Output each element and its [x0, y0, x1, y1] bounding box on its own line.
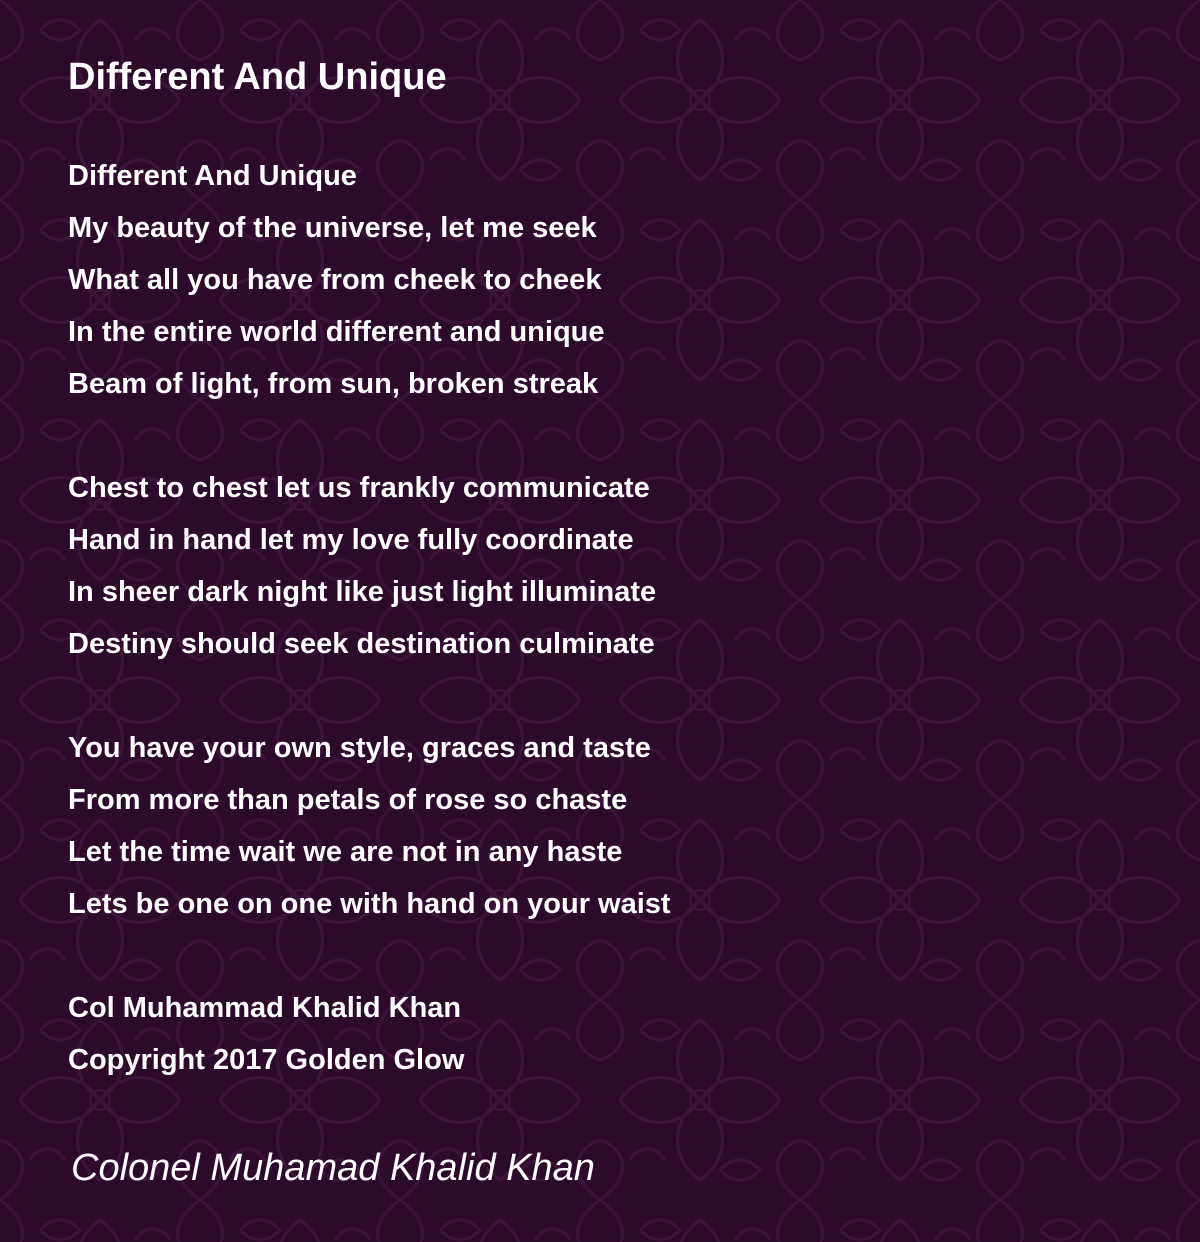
stanza-1: [68, 150, 671, 410]
poem-line: What all you have from cheek to cheek: [68, 264, 602, 296]
poem-line: Hand in hand let my love fully coordinate: [68, 524, 634, 556]
author-signature: Colonel Muhamad Khalid Khan: [71, 1147, 595, 1189]
poem-title: Different And Unique: [68, 56, 447, 98]
poem-body: [68, 150, 671, 1138]
poem-line: My beauty of the universe, let me seek: [68, 212, 597, 244]
poem-line: Beam of light, from sun, broken streak: [68, 368, 599, 400]
stanza-3: [68, 722, 671, 930]
poem-line: In sheer dark night like just light illuminate: [68, 576, 657, 608]
poem-line: In the entire world different and unique: [68, 316, 605, 348]
poem-copyright-line: Copyright 2017 Golden Glow: [68, 1044, 465, 1076]
poem-author-line: Col Muhammad Khalid Khan: [68, 992, 462, 1024]
poem-line: Let the time wait we are not in any haste: [68, 836, 623, 868]
poem-line: You have your own style, graces and taste: [68, 732, 651, 764]
poem-line: Chest to chest let us frankly communicate: [68, 472, 650, 504]
poem-line: From more than petals of rose so chaste: [68, 784, 628, 816]
stanza-2: [68, 462, 671, 670]
stanza-credits: [68, 982, 671, 1086]
poem-line: Different And Unique: [68, 160, 357, 192]
poem-line: Lets be one on one with hand on your waist: [68, 888, 671, 920]
poem-line: Destiny should seek destination culminate: [68, 628, 655, 660]
